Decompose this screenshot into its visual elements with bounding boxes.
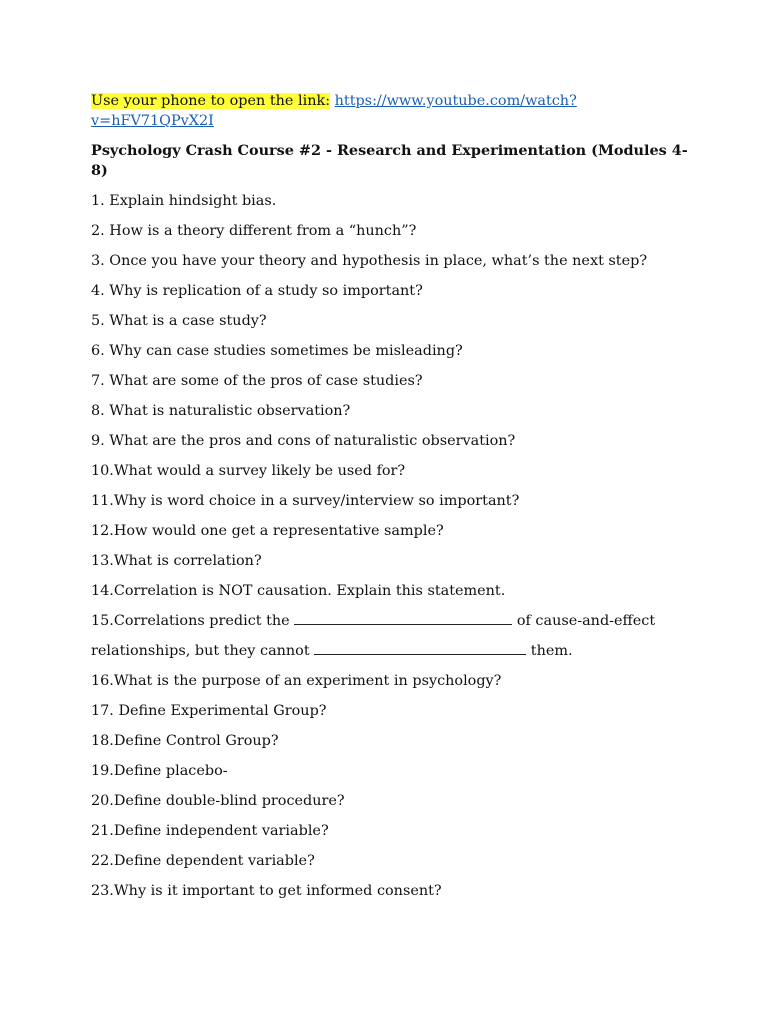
question-22: 22.Define dependent variable? <box>91 853 315 869</box>
question-3: 3. Once you have your theory and hypothesis in place, what’s the next step? <box>91 253 648 269</box>
question-15-line-1 <box>91 611 691 641</box>
question-19: 19.Define placebo- <box>91 763 228 779</box>
question-2: 2. How is a theory different from a “hunch”? <box>91 223 417 239</box>
intro-line <box>91 91 691 131</box>
question-1: 1. Explain hindsight bias. <box>91 193 277 209</box>
question-15-part-4: them. <box>530 643 573 659</box>
question-7: 7. What are some of the pros of case studies? <box>91 373 423 389</box>
question-12: 12.How would one get a representative sample? <box>91 523 444 539</box>
question-5: 5. What is a case study? <box>91 313 267 329</box>
question-9: 9. What are the pros and cons of naturalistic observation? <box>91 433 516 449</box>
question-23: 23.Why is it important to get informed consent? <box>91 883 442 899</box>
question-17: 17. Define Experimental Group? <box>91 703 327 719</box>
question-15-part-2: of cause-and-effect <box>516 613 656 629</box>
question-15-part-1: 15.Correlations predict the <box>91 613 290 629</box>
question-18: 18.Define Control Group? <box>91 733 279 749</box>
question-14: 14.Correlation is NOT causation. Explain this statement. <box>91 583 506 599</box>
question-21: 21.Define independent variable? <box>91 823 329 839</box>
question-4: 4. Why is replication of a study so important? <box>91 283 423 299</box>
question-20: 20.Define double-blind procedure? <box>91 793 345 809</box>
worksheet-page <box>91 91 691 911</box>
question-10: 10.What would a survey likely be used for? <box>91 463 406 479</box>
youtube-link[interactable]: https://www.youtube.com/watch?v=hFV71QPvX2I <box>91 93 577 129</box>
question-6: 6. Why can case studies sometimes be misleading? <box>91 343 463 359</box>
fill-in-blank-1[interactable] <box>294 611 512 625</box>
question-11: 11.Why is word choice in a survey/interview so important? <box>91 493 520 509</box>
intro-prompt: Use your phone to open the link: <box>91 93 331 109</box>
fill-in-blank-2[interactable] <box>314 641 526 655</box>
question-13: 13.What is correlation? <box>91 553 262 569</box>
question-16: 16.What is the purpose of an experiment in psychology? <box>91 673 502 689</box>
question-15-part-3: relationships, but they cannot <box>91 643 310 659</box>
question-15-line-2 <box>91 641 691 671</box>
question-8: 8. What is naturalistic observation? <box>91 403 351 419</box>
worksheet-title: Psychology Crash Course #2 - Research and Experimentation (Modules 4-8) <box>91 142 688 179</box>
